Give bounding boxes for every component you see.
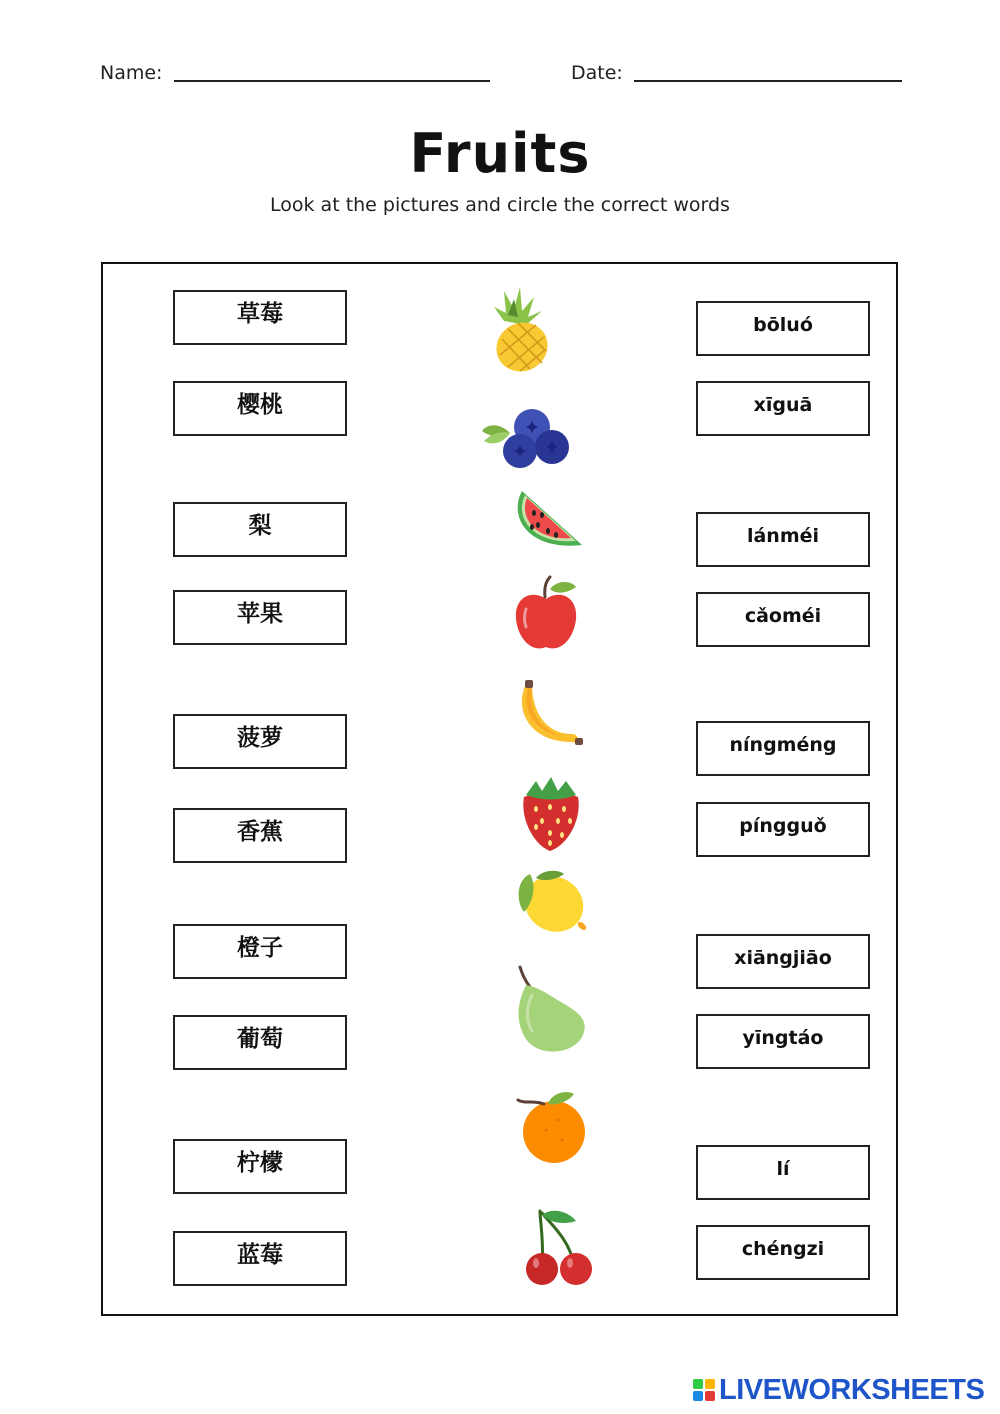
- pinyin-word-box[interactable]: [696, 381, 870, 436]
- apple-icon: [512, 575, 582, 653]
- pinyin-word: cǎoméi: [744, 604, 822, 627]
- chinese-word: 草莓: [237, 301, 283, 327]
- pinyin-word: chéngzi: [741, 1237, 825, 1260]
- date-label: Date:: [571, 62, 623, 84]
- pinyin-word: xiāngjiāo: [734, 946, 832, 969]
- chinese-word: 苹果: [237, 601, 283, 627]
- pinyin-word: yīngtáo: [742, 1026, 824, 1049]
- chinese-word: 香蕉: [237, 819, 283, 845]
- pinyin-word-box[interactable]: [696, 802, 870, 857]
- chinese-word-box[interactable]: [173, 1231, 347, 1286]
- logo-mark-icon: [693, 1379, 715, 1401]
- pinyin-word-box[interactable]: [696, 592, 870, 647]
- cherry-icon: [522, 1207, 596, 1289]
- chinese-word-box[interactable]: [173, 924, 347, 979]
- chinese-word-box[interactable]: [173, 1139, 347, 1194]
- blueberry-icon: [480, 403, 575, 473]
- pinyin-word-box[interactable]: [696, 1014, 870, 1069]
- chinese-word: 樱桃: [237, 392, 283, 418]
- pinyin-word-box[interactable]: [696, 1145, 870, 1200]
- watermelon-icon: [510, 487, 586, 553]
- pinyin-word-box[interactable]: [696, 934, 870, 989]
- pinyin-word-box[interactable]: [696, 1225, 870, 1280]
- chinese-word: 菠萝: [237, 725, 283, 751]
- pinyin-word: xīguā: [753, 393, 813, 416]
- chinese-word: 柠檬: [237, 1150, 283, 1176]
- chinese-word: 葡萄: [237, 1026, 283, 1052]
- chinese-word-box[interactable]: [173, 290, 347, 345]
- page-title: Fruits: [409, 122, 591, 185]
- liveworksheets-logo: [693, 1374, 984, 1406]
- logo-text: LIVEWORKSHEETS: [719, 1373, 985, 1406]
- orange-icon: [514, 1090, 588, 1166]
- pinyin-word-box[interactable]: [696, 721, 870, 776]
- pinyin-word: lánméi: [746, 524, 820, 547]
- pinyin-word: píngguǒ: [739, 814, 827, 837]
- pinyin-word: níngméng: [729, 733, 837, 756]
- pear-icon: [512, 965, 592, 1055]
- chinese-word-box[interactable]: [173, 1015, 347, 1070]
- name-input-line[interactable]: [174, 80, 490, 82]
- chinese-word-box[interactable]: [173, 590, 347, 645]
- chinese-word-box[interactable]: [173, 502, 347, 557]
- strawberry-icon: [516, 775, 586, 853]
- chinese-word-box[interactable]: [173, 381, 347, 436]
- lemon-icon: [514, 866, 590, 938]
- chinese-word-box[interactable]: [173, 808, 347, 863]
- chinese-word-box[interactable]: [173, 714, 347, 769]
- instructions: Look at the pictures and circle the correct words: [270, 194, 730, 216]
- chinese-word: 蓝莓: [237, 1242, 283, 1268]
- pinyin-word-box[interactable]: [696, 512, 870, 567]
- banana-icon: [512, 678, 586, 750]
- pinyin-word: bōluó: [753, 313, 813, 336]
- chinese-word: 橙子: [237, 935, 283, 961]
- pinyin-word-box[interactable]: [696, 301, 870, 356]
- chinese-word: 梨: [248, 513, 272, 539]
- name-label: Name:: [100, 62, 163, 84]
- pinyin-word: lí: [776, 1157, 790, 1180]
- pineapple-icon: [478, 285, 554, 375]
- date-input-line[interactable]: [634, 80, 902, 82]
